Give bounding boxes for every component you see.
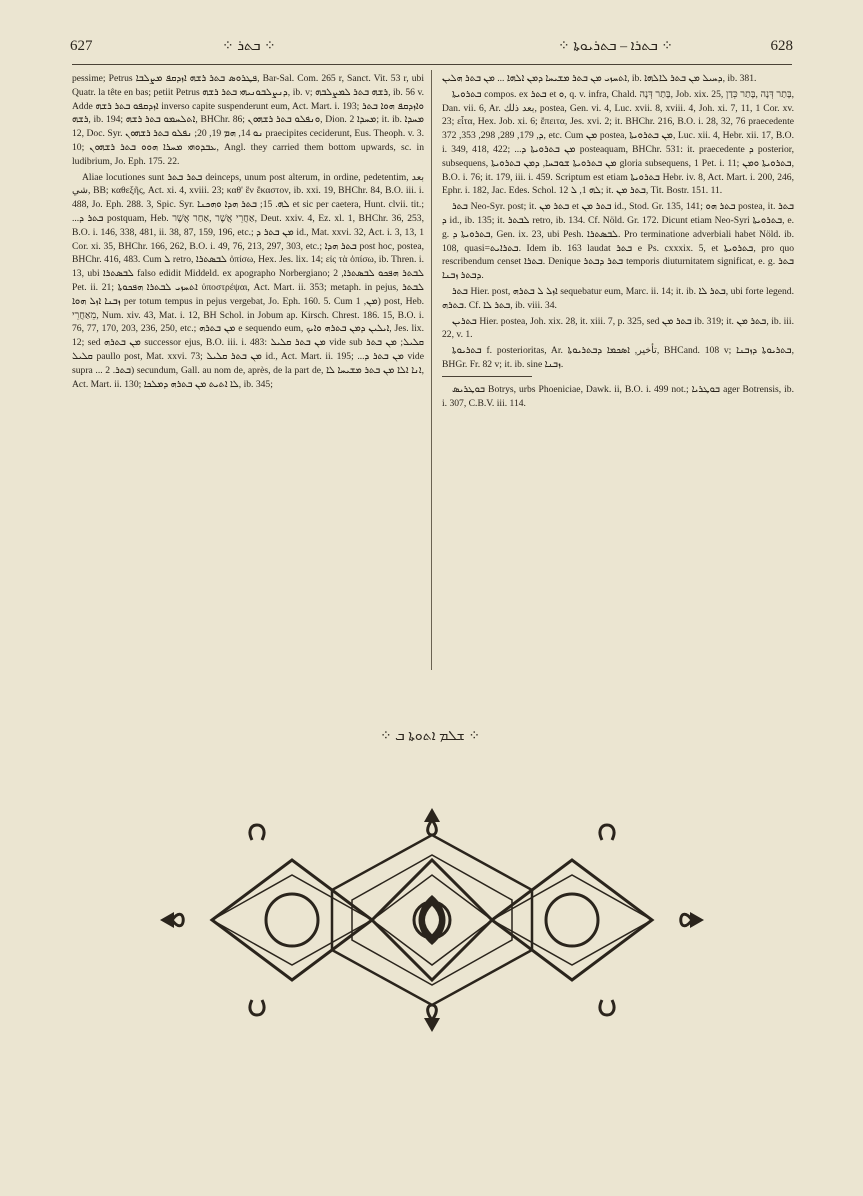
running-head-left: ⁘ ܒܬܪ ⁘ [222, 39, 276, 54]
entry-paragraph: ܒܬܪ Neo-Syr. post; it. ܒܬܪ ܡܢ et ܒܬܪ ܡܢ id., Stod. Gr. 135, 141; ܒܬܪ ܗܘ postea, it. ܒܬܪ ܕ id., ib. 135; it. ܠܒܬܪ retro, ib. 134. Cf. Nöld. Gr. 172. Dicunt etiam Neo-Syri ܒܬܪܘܝܬܐ, e. g. ܒܬܪܘܝܬܐ ܕ, Gen. ix. 23, ubi Pesh. ܠܒܣܬܪܐ. Pro terminatione adverbiali habet Nöld. ib. 108, quasi=ܒܬܪܐܝܬ. Idem ib. 163 laudat ܒܬܪ e Ps. cxxxix. 5, et ܒܬܪܘܝܬܐ, pro quo rescribendum censet ܒܬܪܐ. Denique ܒܬܪ ܕܒܬܪ temporis diuturnitatem significat, e. g. ܒܬܪ ܕܒܬܪ ܙܒܢܐ. [442, 201, 795, 282]
entry-paragraph: ܒܬܪܝܢ Hier. postea, Joh. xix. 28, it. xiii. 7, p. 325, sed ܒܬܪ ܡܢ ib. 319; it. ܒܬܪ ܡܢ, ib. iii. 22, v. 1. [442, 315, 794, 341]
header-rule [72, 64, 792, 65]
page-number-left: 627 [70, 38, 93, 54]
right-column [442, 72, 794, 412]
running-head-right: ⁘ ܒܬܪܐ – ܒܬܪܝܘܬܐ ⁘ [558, 39, 674, 54]
entry-paragraph: ܒܘܛܪܝܣ Botrys, urbs Phoeniciae, Dawk. ii, B.O. i. 499 not.; ܒܘܛܪܝܐ ager Botrensis, ib. i. 307, C.B.V. iii. 114. [442, 383, 794, 409]
entry-paragraph: Aliae locutiones sunt ܒܬܪ ܒܬܪ deinceps, unum post alterum, in ordine, pedetentim, بعد شي, BB; καθεξῆς, Act. xi. 4, xviii. 23; καθ' ἓν ἕκαστον, ib. xxi. 19, BHChr. 84, B.O. iii. i. 488, Jo. Eph. 288. 3, Spic. Syr. ܠܗ. 15; ܒܬܪ ܗܕܐ ܘܗܟܢܐ et sic per caetera, Hunt. clvii. tit.; ...ܒܬܪ ܕ postquam, Heb. אַחֲרֵי אֲשֶׁר ,אַחַר אֲשֶׁר, Deut. xxiv. 4, Ez. xl. 1, BHChr. 36, 253, B.O. i. 146, 338, 481, ii. 38, 87, 159, 196, etc.; ܡܢ ܒܬܪ ܕ id., Mat. xxvi. 32, Act. i. 3, 13, 1 Cor. xi. 35, BHChr. 166, 262, B.O. i. 49, 76, 213, 297, 303, etc.; ܒܬܪ ܗܕܐ post hoc, postea, BHChr. 416, 483. Cum ܠ retro, ܠܒܣܬܪܐ ὀπίσω, Hex. Jes. lix. 14; εἰς τὰ ὀπίσω, ib. Thren. i. 13, ubi ܠܒܣܬܪܐ falso edidit Middeld. ex apographo Norbergiano; ܠܒܬܪ ܗܦܟܘ ܠܒܣܬܪܐ, 2 Pet. ii. 21; ܐܬܚܙܝ ܠܒܬܪܐ ܗܦܟܘܬܐ ὑποστρέψαι, Act. Mart. ii. 353; metaph. in pejus, ܠܒܬܪ ܙܒܢܐ ܐܙܠ ܗܘܐ per totum tempus in pejus vergebat, Jo. Eph. 160. 5. Cum ܡܢ, 1) post, Heb. מֵאַחֲרֵי, Num. xiv. 43, Mat. i. 12, BH Schol. in Jobum ap. Kirsch. Chrest. 186. 15, B.O. i. 76, 77, 170, 203, 236, 250, etc.; ܡܢ ܒܬܪܗ e sequendo eum, ܐܝܠܝܢ ܕܡܢ ܒܬܪܗ ܘܐܝܟ, Jes. lix. 12; sed ܡܢ ܒܬܪܗ successor ejus, B.O. iii. i. 483: ܡܢ ܒܬܪ ܩܠܝܠ vide sub ܩܠܝܠ; ܡܢ ܒܬܪ ܩܠܝܠ paullo post, Mat. xxvi. 73; ܡܢ ܒܬܪ ܩܠܝܠ id., Act. Mart. ii. 195; ...ܡܢ ܒܬܪ ܕ vide supra ... ܒܬܪ. 2) secundum, Gall. au nom de, après, de la part de, ܐܢܐ ܐܠܐ ܡܢ ܒܬܪ ܡܫܝܚܐ ܠܐ, Act. Mart. ii. 130; ܠܐ ܐܬܝܬ ܡܢ ܒܬܪܗ ܕܡܠܟܐ, ib. 345; [72, 171, 425, 390]
decorative-ornament [152, 800, 712, 1040]
entry-paragraph: ܐܬܚܙܝ ܡܢ ܒܬܪ ܡܫܝܚܐ ܕܡܢ ܐܠܗܐ ... ܡܢ ܒܬܪ ܗܠܝܢ, ib. ܕܚܝܠ ܡܢ ܒܬܪ ܠܐܠܗܐ, ib. 381. [442, 73, 757, 84]
column-divider [431, 70, 432, 670]
entry-paragraph: pessime; Petrus ܦܛܪܘܣ ܒܬܪ ܪܫܗ ܐܙܕܩܦ ܡܨܠܒܐ, Bar-Sal. Com. 265 r, Sanct. Vit. 53 r, ubi Quatr. la tête en bas; petiit Petrus ܕܢܨܠܒܘܢܝܗܝ ܒܬܪ ܪܫܗ, ib. v; ܪܫܗ ܒܬܪ ܠܡܨܠܒܗ, ib. 56 v. Adde ܐܙܕܩܦܘ ܒܬܪ ܪܫܗ inverso capite suspenderunt eum, Act. Mart. i. 193; ܘܐܙܕܩܦ ܗܘܐ ܒܬܪ ܪܫܗ, ib. 194; ܐܬܠܚܡܘ ܒܬܪ ܪܫܗ, BHChr. 86; ܘܢܦܠܘ ܒܬܪ ܪܫܗܘܢ, Dion. ܡܚܕܐ 2; it. ib. ܡܚܕܐ 12, Doc. Syr. ܢܘ 14, ܗܡ 19, 20; ܢܦܠܘ ܒܬܪ ܪܫܗܘܢ praecipites ceciderunt, Eus. Theoph. v. 3. 10; ܥܒܕܘܗܝ ܡܚܪܐ ܗܘܘ ܒܬܪ ܪܫܗܘܢ, Angl. they carried them bottom upwards, sc. in ludibrium, Jo. Eph. 175. 22. [72, 73, 425, 167]
entry-paragraph: ܒܬܪܝܘܬܐ f. posterioritas, Ar. تأخير, ܐܣܟܡܐ ܕܒܬܪܝܘܬܐ, BHCand. 108 v; ܒܬܪܝܘܬܐ ܕܙܒܢܐ, BHGr. Fr. 82 v; it. ib. sine ܙܒܢܐ. [442, 345, 794, 370]
entry-paragraph: ܒܬܪ Hier. post, ܐܙܠ ܠ ܒܬܪܗ sequebatur eum, Marc. ii. 14; it. ib. ܒܬܪ ܠܐ, ubi forte legend. ܒܬܪܗ. Cf. ܒܬܪ ܠܐ, ib. viii. 34. [442, 285, 794, 311]
section-rule [442, 376, 532, 377]
end-marker: ⁘ ܫܠܡ ܐܬܘܬܐ ܒ ⁘ [379, 729, 481, 744]
entry-paragraph: ܒܬܪܘܝܬܐ compos. ex ܒܬܪ et ܘ, q. v. infra, Chald. בָּתַר דְּנָה, Job. xix. 25, בָּתַר דְּנָה ,בָּתַר כְּדַן, Dan. vii. 6, Ar. بعد ذلك, postea, Gen. vi. 4, Luc. xvii. 8, xviii. 4, Joh. xi. 7, 11, 1 Cor. xv. 23; εἶτα, Hex. Job. xi. 6; ἔπειτα, Jes. xvi. 2; it. BHChr. 216, B.O. i. 28, 32, 76 praecedente ܕ, 179, 289, 298, 353, 372, etc. Cum ܡܢ postea, ܡܢ ܒܬܪܘܝܬܐ, Luc. xii. 4, Hebr. xii. 17, B.O. i. 349, 418, 422; ...ܡܢ ܒܬܪܘܝܬܐ ܕ posteaquam, BHChr. 531: it. praecedente ܕ posterior, subsequens, ܡܢ ܒܬܪܘܝܬܐ ܫܘܒܚܐ, ܕܡܢ ܒܬܪܘܝܬܐ gloria subsequens, 1 Pet. i. 11; ܒܬܪܘܝܬܐ ܘܡܢ, B.O. i. 76; it. 179, iii. i. 459. Scriptum est etiam ܒܬܪܘܝܬܐ Hebr. iv. 8, Act. Mart. i. 200, 246, Ephr. i. 182, Jac. Edes. Schol. ܠܗ 1, ܠ 12; it. ܒܬܪ ܡܢ, Tit. Bostr. 151. 11. [442, 88, 795, 197]
page-number-right: 628 [770, 38, 793, 54]
left-column [72, 72, 424, 393]
